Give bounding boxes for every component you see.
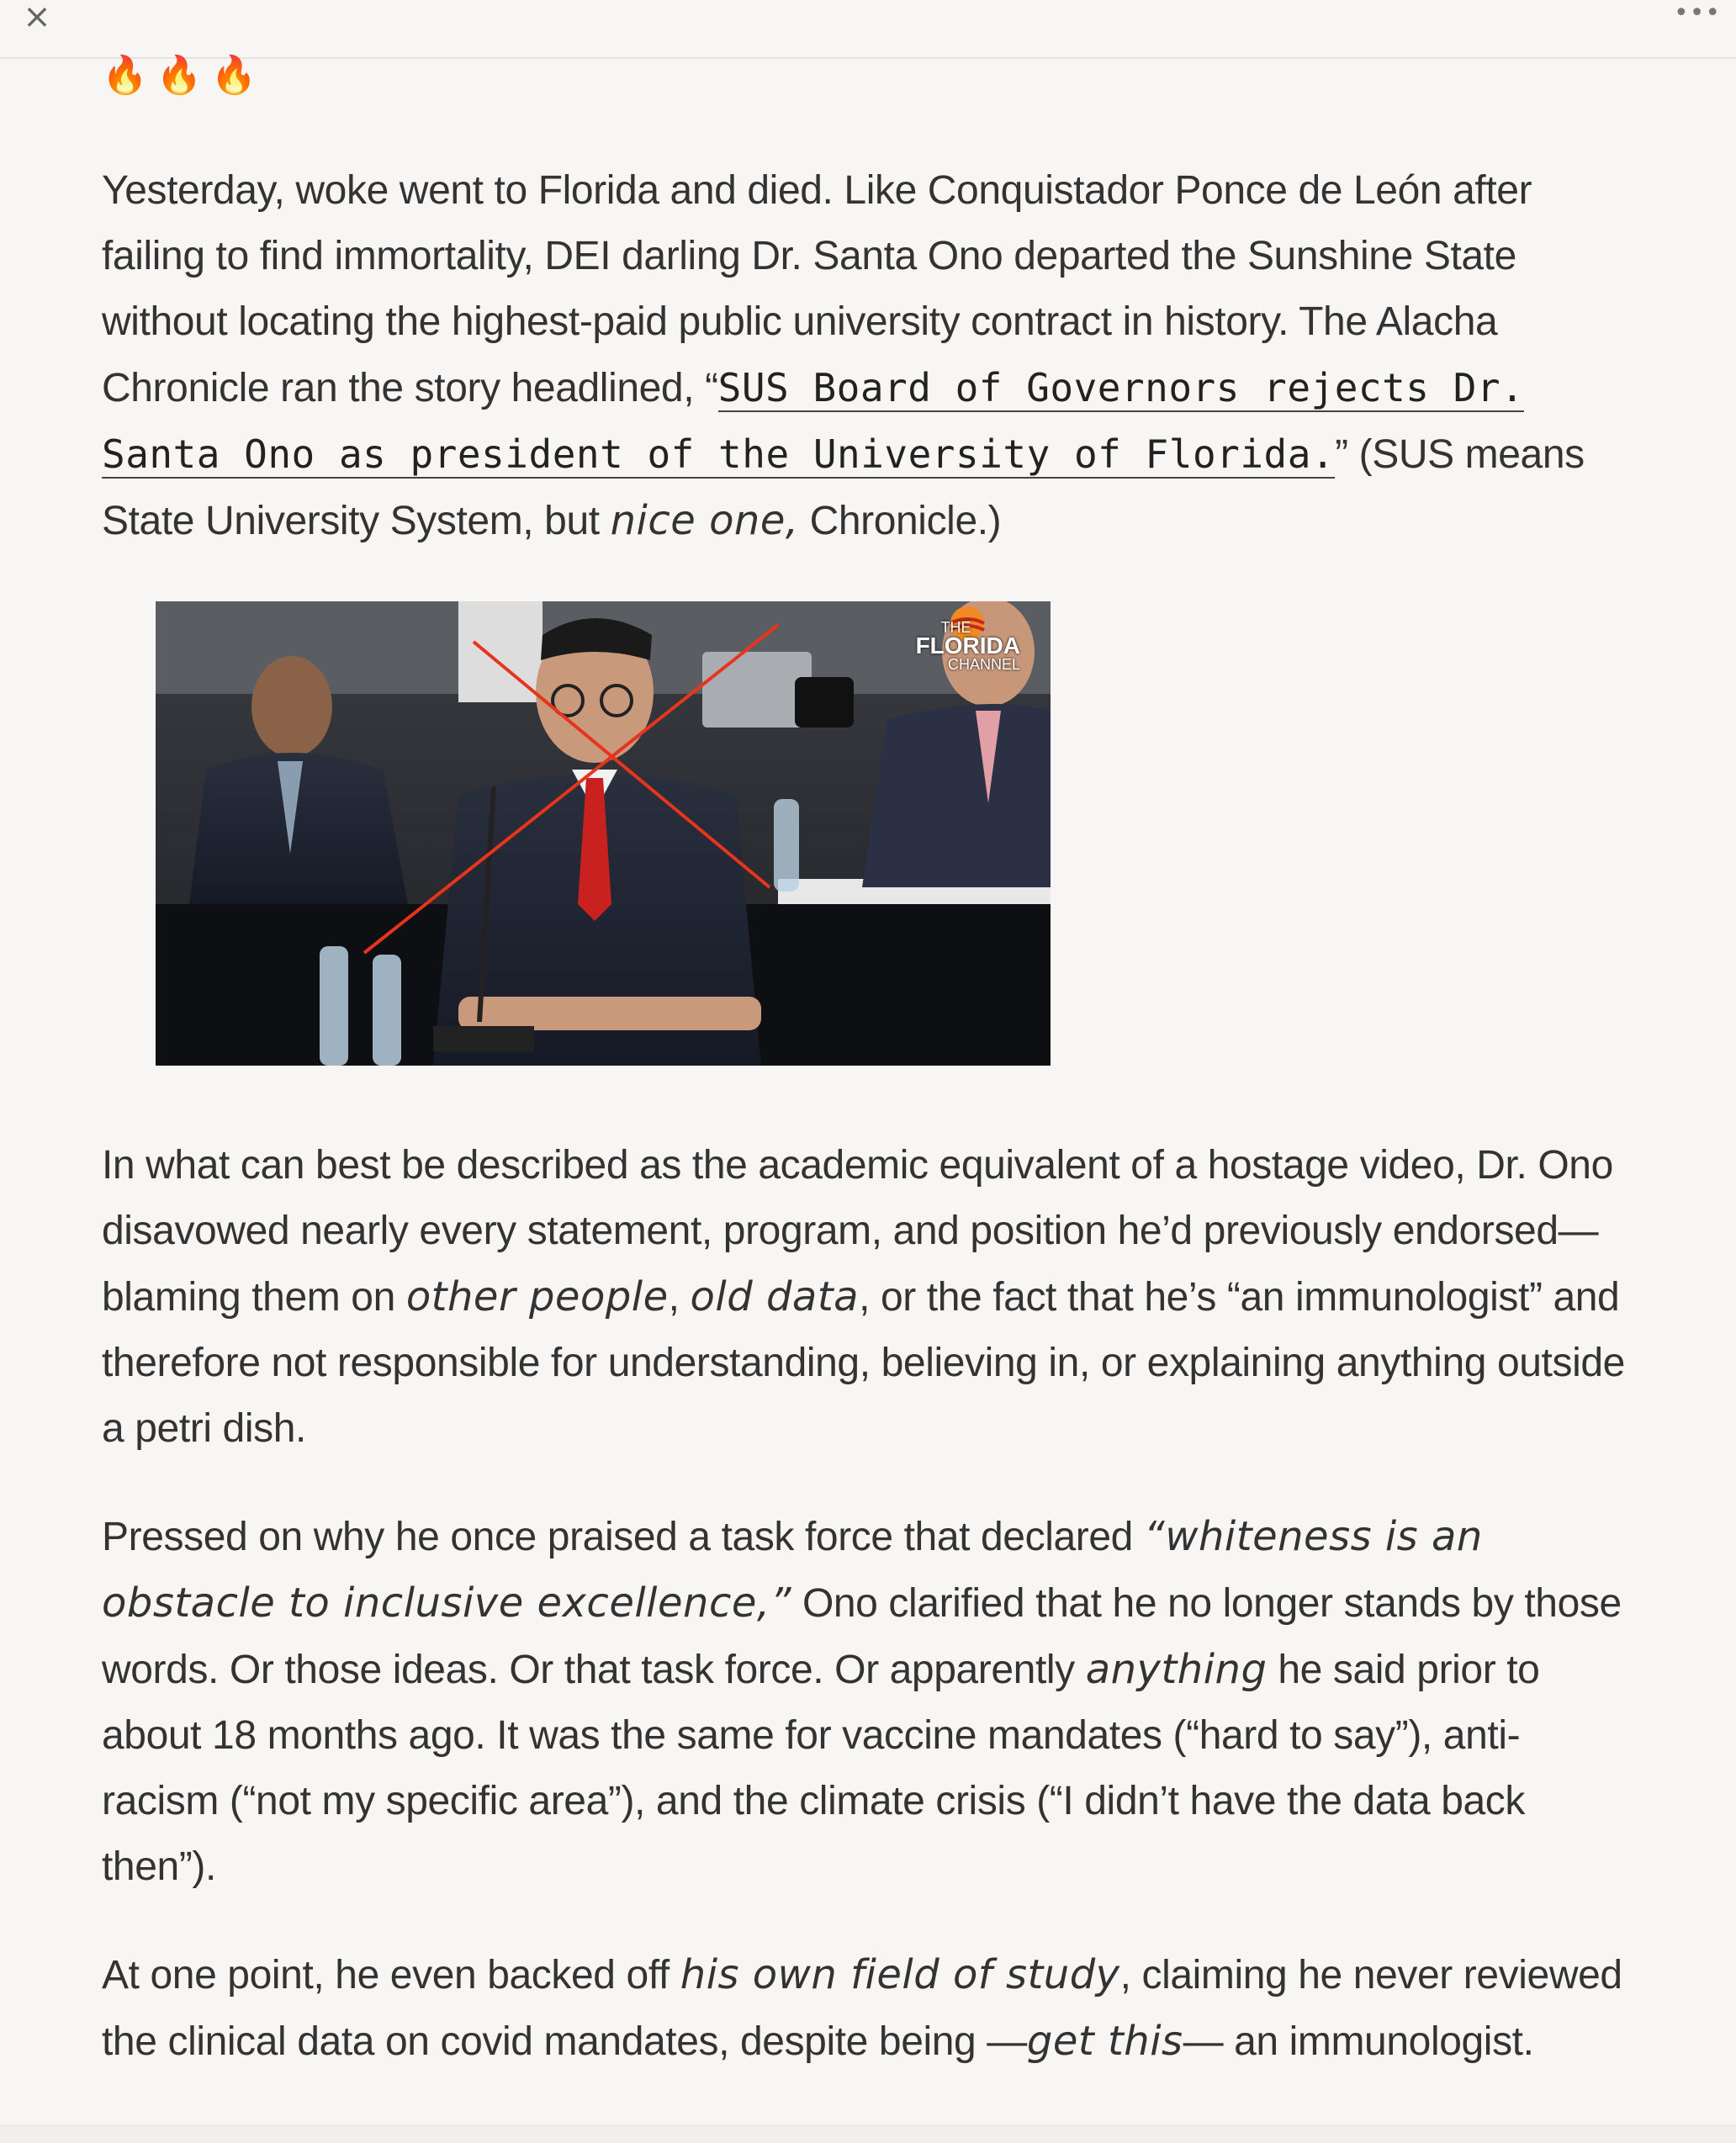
- article-photo[interactable]: [156, 601, 1051, 1066]
- paragraph-task-force: [102, 1504, 1633, 1900]
- headline-link[interactable]: SUS Board of Governors rejects Dr. Santa Ono as president of the University of Florida.: [102, 365, 1525, 477]
- fire-icon: 🔥: [102, 55, 148, 96]
- paragraph-text: At one point, he even backed off: [102, 1953, 680, 1997]
- paragraph-hostage-video: [102, 1133, 1633, 1462]
- italic-text: nice one,: [610, 497, 799, 544]
- article-body: [102, 50, 1633, 2075]
- water-bottle: [320, 946, 348, 1066]
- paragraph-text: Chronicle.): [798, 499, 1002, 543]
- paragraph-text: Ono clarified that he no longer stands by those words. Or those ideas. Or that task force. Or apparently: [102, 1581, 1622, 1692]
- italic-text: get this: [1026, 2018, 1183, 2065]
- left-person-head: [251, 656, 332, 757]
- logo-the: THE: [940, 619, 971, 636]
- water-bottle: [774, 799, 799, 892]
- paragraph-text: Yesterday, woke went to Florida and died. Like Conquistador Ponce de León after failing to find immortality, DEI darling Dr. Santa Ono departed the Sunshine State without locating the highest-paid public university contract in history. The Alacha Chronicle ran the story headlined, “: [102, 168, 1532, 410]
- paragraph-text: , or the fact that he’s “an immunologist” and therefore not responsible for understanding, believing in, or explaining anything outside a petri dish.: [102, 1275, 1625, 1451]
- italic-text: “whiteness is an obstacle to inclusive excellence,”: [102, 1513, 1483, 1627]
- italic-text: his own field of study: [680, 1951, 1120, 1998]
- paragraph-text: In what can best be described as the academic equivalent of a hostage video, Dr. Ono disavowed nearly every statement, program, and position he’d previously endorsed— blaming them on: [102, 1143, 1613, 1320]
- camera: [795, 677, 854, 728]
- paragraph-text: Pressed on why he once praised a task force that declared: [102, 1515, 1144, 1559]
- paragraph-text: ,: [668, 1275, 691, 1320]
- bottom-edge: [0, 2125, 1736, 2143]
- italic-text: other people: [405, 1273, 669, 1320]
- paragraph-field-of-study: [102, 1942, 1633, 2075]
- italic-text: anything: [1085, 1646, 1268, 1693]
- italic-text: old data: [690, 1273, 860, 1320]
- paragraph-text: , claiming he never reviewed the clinical data on covid mandates, despite being —: [102, 1953, 1622, 2064]
- paragraph-text: ” (SUS means State University System, but: [102, 432, 1585, 543]
- fire-icon: 🔥: [156, 55, 203, 96]
- paragraph-text: he said prior to about 18 months ago. It was the same for vaccine mandates (“hard to say”), anti-racism (“not my specific area”), and the climate crisis (“I didn’t have the data back then”).: [102, 1648, 1540, 1889]
- florida-channel-logo-text: [916, 620, 1020, 672]
- right-person-suit: [862, 704, 1051, 887]
- paragraph-intro: [102, 158, 1633, 554]
- paragraph-text: — an immunologist.: [1183, 2019, 1534, 2064]
- more-options-icon[interactable]: •••: [1674, 0, 1722, 28]
- logo-florida: FLORIDA: [915, 632, 1020, 659]
- fire-emoji-row: [102, 50, 1633, 101]
- water-bottle: [373, 955, 401, 1066]
- mic-base: [433, 1026, 534, 1051]
- fire-icon: 🔥: [210, 55, 257, 96]
- logo-channel: CHANNEL: [947, 656, 1020, 673]
- center-person-hands: [458, 997, 761, 1030]
- close-icon[interactable]: ×: [23, 0, 51, 36]
